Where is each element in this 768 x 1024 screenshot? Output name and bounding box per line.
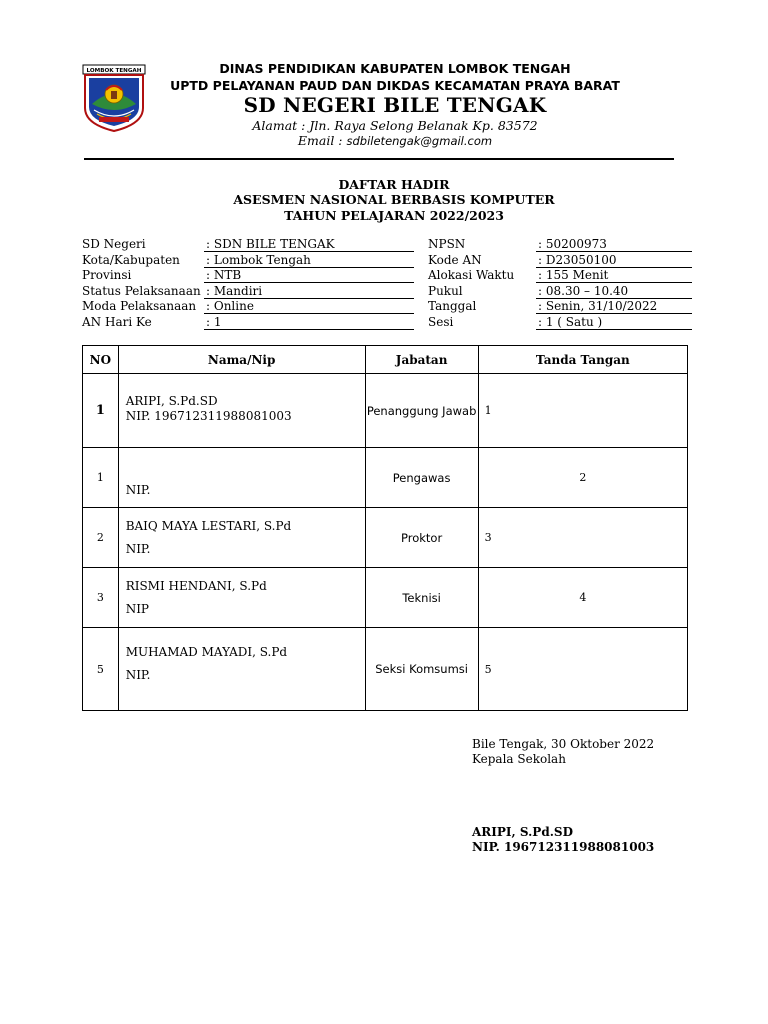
info-value: : Senin, 31/10/2022 <box>536 299 692 314</box>
row-name-cell <box>118 508 365 568</box>
row-signature: 3 <box>478 508 687 568</box>
info-label: Alokasi Waktu <box>428 268 515 282</box>
info-label: SD Negeri <box>82 237 146 251</box>
row-name: BAIQ MAYA LESTARI, S.Pd <box>125 519 292 533</box>
info-value: : SDN BILE TENGAK <box>204 237 414 252</box>
info-value: : D23050100 <box>536 253 692 268</box>
row-name-cell <box>118 448 365 508</box>
table-header-row <box>83 346 688 374</box>
letterhead-divider <box>84 158 674 160</box>
header-signature: Tanda Tangan <box>478 346 687 374</box>
sign-place-date: Bile Tengak, 30 Oktober 2022 <box>472 737 655 751</box>
info-label: Kode AN <box>428 253 482 267</box>
row-no: 2 <box>83 508 119 568</box>
row-name-cell <box>118 374 365 448</box>
table-row <box>83 628 688 711</box>
email-label: Email : <box>297 133 343 148</box>
row-jabatan: Teknisi <box>365 568 478 628</box>
row-nip: NIP. <box>125 542 151 556</box>
info-label: AN Hari Ke <box>82 315 152 329</box>
doc-subtitle: ASESMEN NASIONAL BERBASIS KOMPUTER <box>233 192 555 207</box>
row-name: RISMI HENDANI, S.Pd <box>125 579 267 593</box>
row-name-cell <box>118 568 365 628</box>
letterhead-line-1: DINAS PENDIDIKAN KABUPATEN LOMBOK TENGAH <box>219 61 571 76</box>
info-label: Pukul <box>428 284 463 298</box>
row-name: MUHAMAD MAYADI, S.Pd <box>125 645 288 659</box>
table-row <box>83 374 688 448</box>
doc-year: TAHUN PELAJARAN 2022/2023 <box>284 208 504 223</box>
info-label: NPSN <box>428 237 466 251</box>
row-name-cell <box>118 628 365 711</box>
row-signature: 4 <box>478 568 687 628</box>
school-address: Alamat : Jln. Raya Selong Belanak Kp. 83572 <box>252 118 538 133</box>
letterhead-line-2: UPTD PELAYANAN PAUD DAN DIKDAS KECAMATAN PRAYA BARAT <box>170 78 620 93</box>
row-no: 3 <box>83 568 119 628</box>
lombok-tengah-logo <box>82 64 146 132</box>
sign-nip: NIP. 196712311988081003 <box>472 840 655 854</box>
header-jabatan: Jabatan <box>365 346 478 374</box>
row-nip: NIP. <box>125 668 151 682</box>
table-row <box>83 508 688 568</box>
header-no: NO <box>83 346 119 374</box>
row-no: 1 <box>83 448 119 508</box>
row-jabatan: Pengawas <box>365 448 478 508</box>
info-value: : 1 <box>204 315 414 330</box>
row-jabatan: Seksi Komsumsi <box>365 628 478 711</box>
info-label: Provinsi <box>82 268 132 282</box>
info-value: : NTB <box>204 268 414 283</box>
school-email <box>150 133 640 148</box>
email-value: sdbiletengak@gmail.com <box>346 134 493 148</box>
info-label: Sesi <box>428 315 454 329</box>
row-nip: NIP. 196712311988081003 <box>125 409 292 423</box>
row-signature: 1 <box>478 374 687 448</box>
info-value: : Mandiri <box>204 284 414 299</box>
attendance-table <box>82 345 688 711</box>
sign-role: Kepala Sekolah <box>472 752 566 766</box>
header-name: Nama/Nip <box>118 346 365 374</box>
table-row <box>83 568 688 628</box>
info-label: Tanggal <box>428 299 477 313</box>
row-signature: 2 <box>478 448 687 508</box>
row-no: 1 <box>83 374 119 448</box>
info-label: Status Pelaksanaan <box>82 284 201 298</box>
info-value: : Online <box>204 299 414 314</box>
doc-title: DAFTAR HADIR <box>338 177 450 192</box>
info-label: Moda Pelaksanaan <box>82 299 197 313</box>
table-row <box>83 448 688 508</box>
row-jabatan: Proktor <box>365 508 478 568</box>
info-value: : Lombok Tengah <box>204 253 414 268</box>
info-value: : 1 ( Satu ) <box>536 315 692 330</box>
school-name: SD NEGERI BILE TENGAK <box>243 93 547 117</box>
row-nip: NIP. <box>125 483 151 497</box>
info-label: Kota/Kabupaten <box>82 253 180 267</box>
info-value: : 155 Menit <box>536 268 692 283</box>
sign-name: ARIPI, S.Pd.SD <box>472 825 573 839</box>
row-signature: 5 <box>478 628 687 711</box>
info-value: : 08.30 – 10.40 <box>536 284 692 299</box>
row-no: 5 <box>83 628 119 711</box>
svg-text:LOMBOK TENGAH: LOMBOK TENGAH <box>86 68 142 74</box>
row-nip: NIP <box>125 602 150 616</box>
info-value: : 50200973 <box>536 237 692 252</box>
row-jabatan: Penanggung Jawab <box>365 374 478 448</box>
row-name: ARIPI, S.Pd.SD <box>125 394 218 408</box>
